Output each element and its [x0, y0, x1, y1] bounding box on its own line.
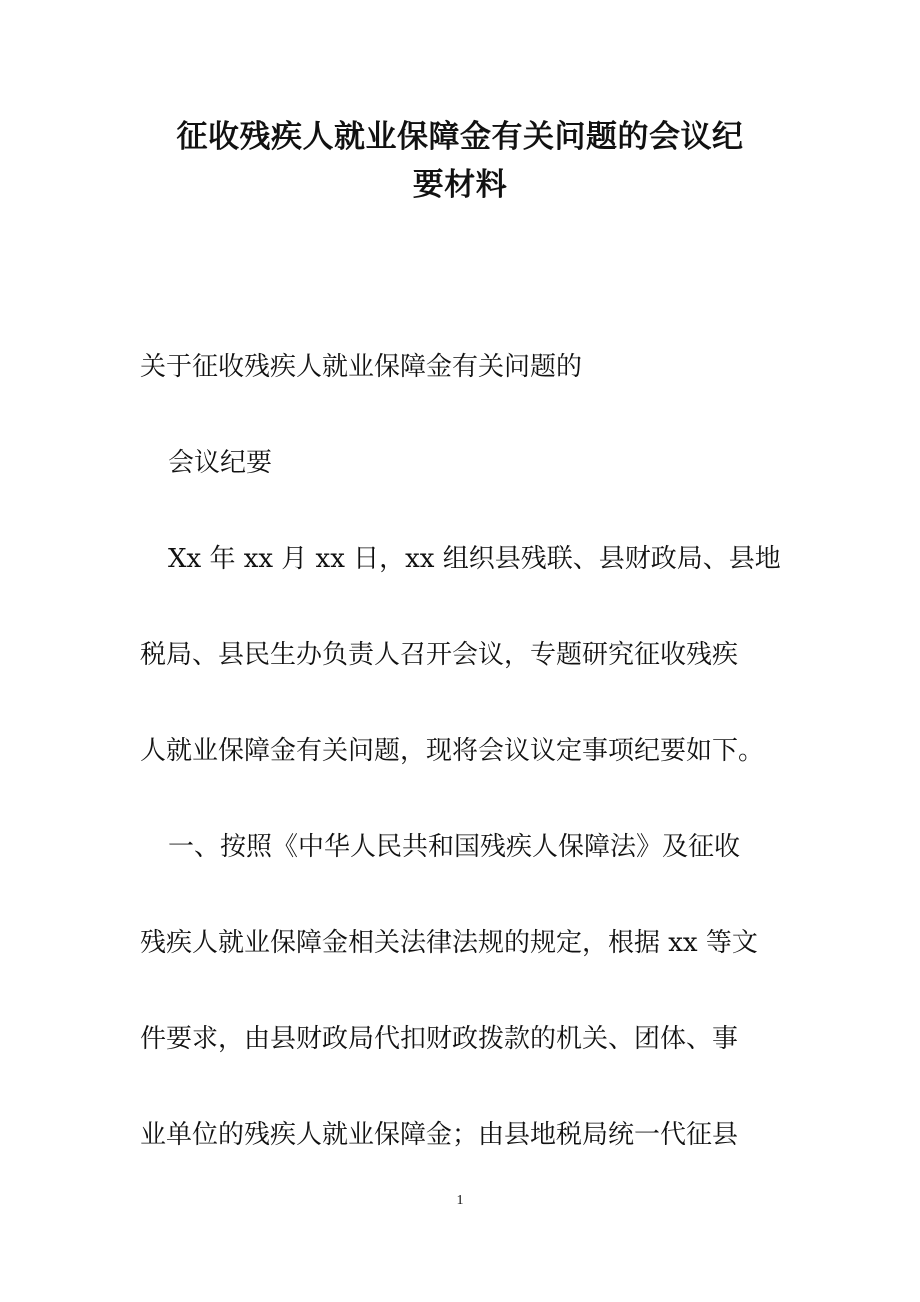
paragraph-1-line-3: 人就业保障金有关问题，现将会议议定事项纪要如下。	[140, 736, 765, 766]
subject-line-continued: 会议纪要	[168, 448, 273, 478]
subject-line: 关于征收残疾人就业保障金有关问题的	[140, 352, 583, 382]
paragraph-1-line-2: 税局、县民生办负责人召开会议，专题研究征收残疾	[140, 640, 739, 670]
document-title-line-1: 征收残疾人就业保障金有关问题的会议纪	[176, 119, 744, 155]
paragraph-2-line-4: 业单位的残疾人就业保障金；由县地税局统一代征县	[140, 1120, 739, 1150]
document-title-line-2: 要材料	[412, 167, 508, 203]
paragraph-2-line-2: 残疾人就业保障金相关法律法规的规定，根据 xx 等文	[140, 928, 758, 958]
paragraph-2-line-1: 一、按照《中华人民共和国残疾人保障法》及征收	[168, 832, 741, 862]
paragraph-1-line-1: Xx 年 xx 月 xx 日，xx 组织县残联、县财政局、县地	[168, 544, 781, 574]
paragraph-2-line-3: 件要求，由县财政局代扣财政拨款的机关、团体、事	[140, 1024, 739, 1054]
page-number: 1	[456, 1193, 464, 1208]
